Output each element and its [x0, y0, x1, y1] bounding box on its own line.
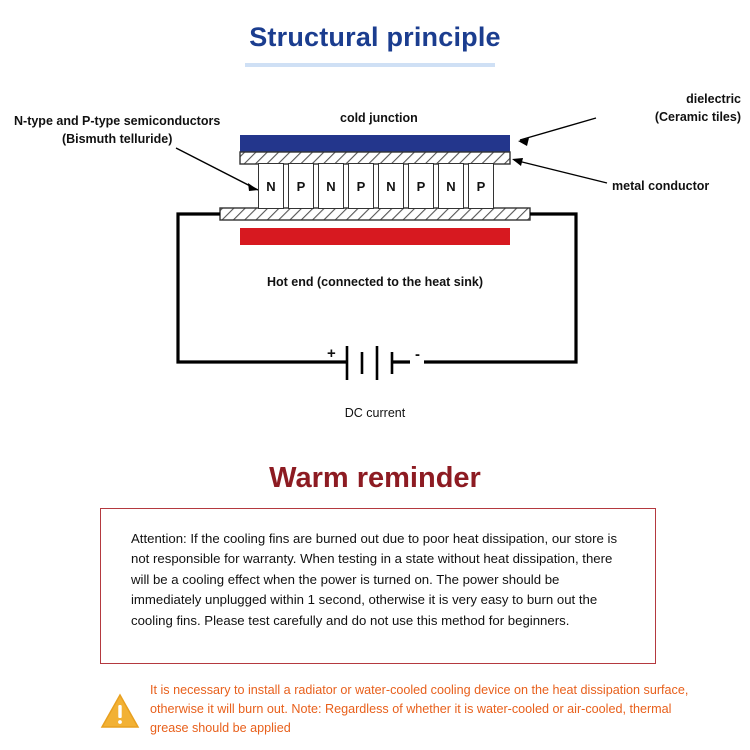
label-semiconductors [14, 112, 220, 148]
label-battery-plus: + [327, 345, 336, 362]
pellet-p-3: P [408, 163, 434, 209]
leader-metal-conductor-arrow [512, 158, 523, 166]
label-dielectric-line2: (Ceramic tiles) [654, 110, 741, 125]
pellet-n-4: N [438, 163, 464, 209]
pellet-n-2: N [318, 163, 344, 209]
warning-triangle-icon [100, 693, 140, 734]
label-cold-junction: cold junction [340, 111, 418, 125]
warning-text: It is necessary to install a radiator or water-cooled cooling device on the heat dissipation surface, otherwise it will burn out. Note: Regardless of whether it is water-cooled or air-cooled, thermal grease should be applied [150, 683, 689, 735]
cold-junction-plate [240, 135, 510, 152]
label-dc-current: DC current [344, 406, 406, 420]
label-semiconductors-line1: N-type and P-type semiconductors [14, 114, 221, 128]
label-dielectric [566, 90, 741, 126]
notice-text: Attention: If the cooling fins are burned out due to poor heat dissipation, our store is not responsible for warranty. When testing in a state without heat dissipation, there will be a cooling effect when the power is turned on. The power should be immediately unplugged within 1 second, otherwise it is very easy to burn out the cooling fins. Please test carefully and do not use this method for beginners. [131, 531, 618, 628]
page-title: Structural principle [249, 22, 501, 52]
label-metal-conductor: metal conductor [612, 179, 710, 193]
bottom-metal-conductor-strip [220, 208, 530, 220]
hot-end-plate [240, 228, 510, 245]
leader-metal-conductor [514, 160, 607, 183]
leader-semiconductors-arrow [248, 183, 258, 191]
label-hot-end: Hot end (connected to the heat sink) [267, 275, 483, 289]
warning-row [100, 681, 700, 738]
label-semiconductors-line2: (Bismuth telluride) [61, 132, 173, 147]
label-dielectric-line1: dielectric [686, 92, 741, 106]
label-battery-minus: - [415, 346, 420, 363]
pellet-p-4: P [468, 163, 494, 209]
warm-reminder-heading: Warm reminder [269, 462, 481, 494]
pellet-p-1: P [288, 163, 314, 209]
pellet-n-1: N [258, 163, 284, 209]
pellet-p-2: P [348, 163, 374, 209]
pellet-n-3: N [378, 163, 404, 209]
